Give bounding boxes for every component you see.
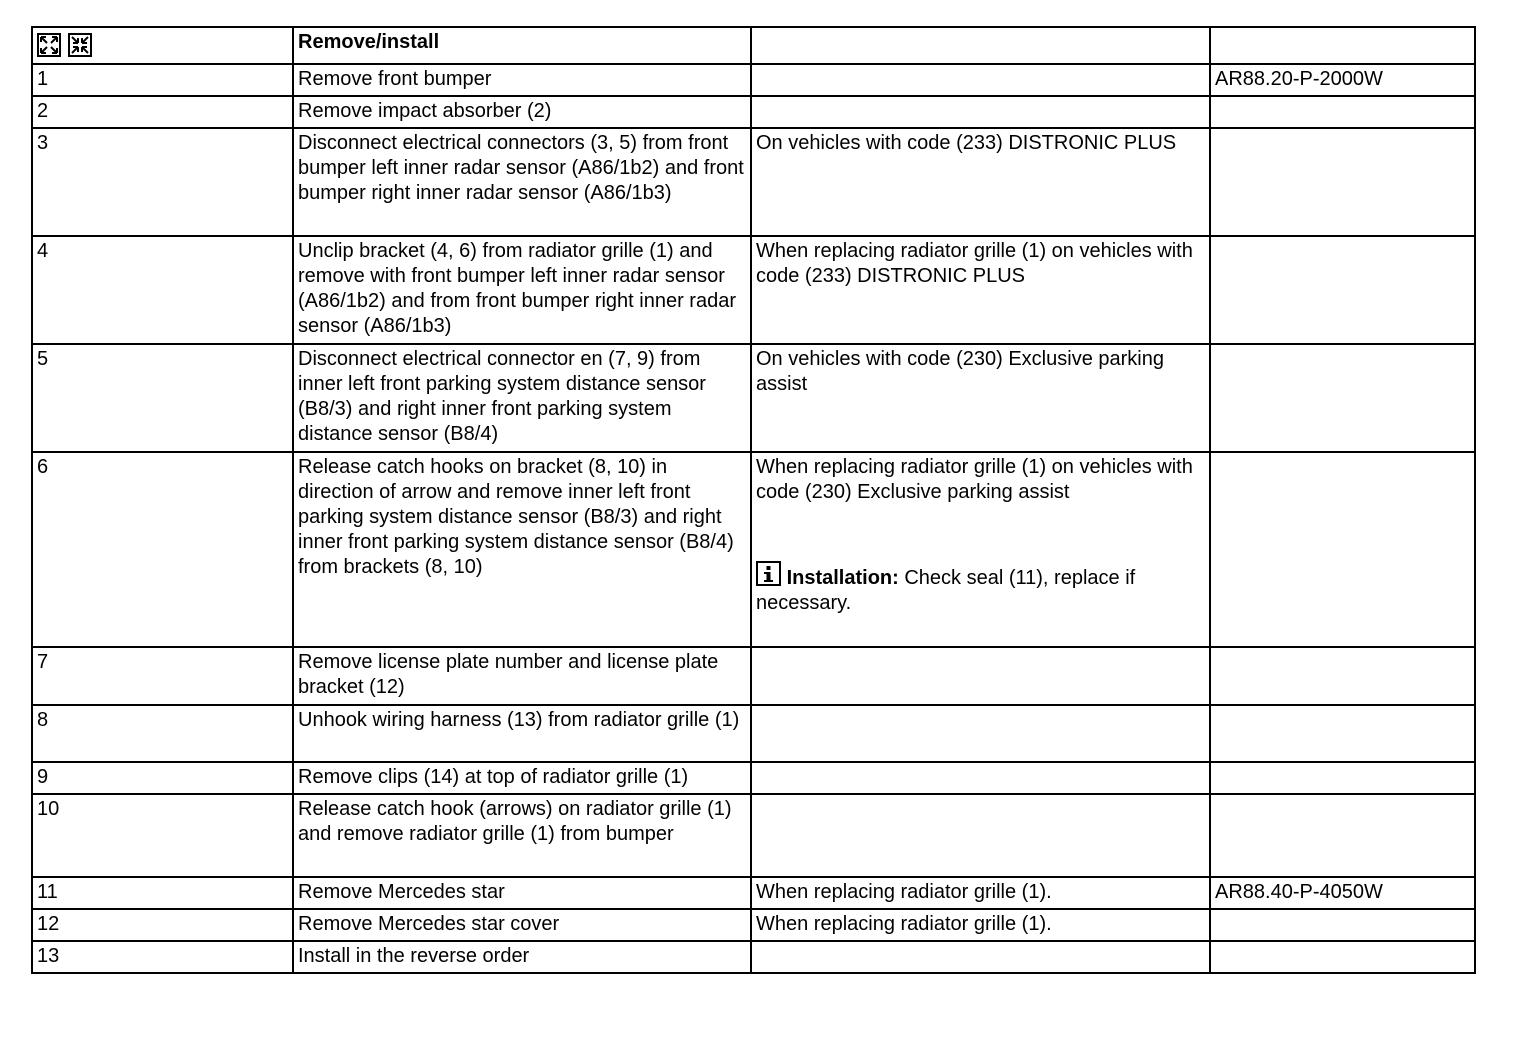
step-note: When replacing radiator grille (1) on vehicles with code (233) DISTRONIC PLUS [751,236,1210,344]
step-number: 4 [32,236,293,344]
info-icon [756,561,781,586]
step-action: Disconnect electrical connectors (3, 5) from front bumper left inner radar sensor (A86/1b2) and front bumper right inner radar sensor (A86/1b3) [293,128,751,236]
table-row [32,877,1475,909]
table-row [32,647,1475,705]
step-note: On vehicles with code (233) DISTRONIC PLUS [751,128,1210,236]
header-empty-ref [1210,27,1475,64]
table-row [32,941,1475,973]
step-reference-link[interactable]: AR88.40-P-4050W [1210,877,1475,909]
header-row [32,27,1475,64]
table-row [32,344,1475,452]
step-reference-link[interactable]: AR88.20-P-2000W [1210,64,1475,96]
step-note-cell [751,452,1210,647]
installation-text: Check seal (11), replace if necessary. [756,567,1136,614]
step-note [751,762,1210,794]
step-note: When replacing radiator grille (1) on vehicles with code (230) Exclusive parking assist [756,456,1193,503]
step-reference-link[interactable] [1210,794,1475,877]
step-action: Remove clips (14) at top of radiator grille (1) [293,762,751,794]
table-row [32,909,1475,941]
step-reference-link[interactable] [1210,344,1475,452]
installation-label: Installation: [786,567,899,589]
step-reference-link[interactable] [1210,941,1475,973]
step-number: 8 [32,705,293,762]
step-note: On vehicles with code (230) Exclusive parking assist [751,344,1210,452]
step-number: 1 [32,64,293,96]
step-action: Remove Mercedes star [293,877,751,909]
table-row [32,128,1475,236]
step-reference-link[interactable] [1210,647,1475,705]
step-action: Unclip bracket (4, 6) from radiator grille (1) and remove with front bumper left inner radar sensor (A86/1b2) and from front bumper right inner radar sensor (A86/1b3) [293,236,751,344]
step-note [751,705,1210,762]
header-empty-note [751,27,1210,64]
step-number: 13 [32,941,293,973]
header-icons-cell [32,27,293,64]
table-row [32,96,1475,128]
zoom-out-icon[interactable] [68,33,92,57]
step-note [751,64,1210,96]
step-number: 7 [32,647,293,705]
step-reference-link[interactable] [1210,236,1475,344]
step-action: Remove Mercedes star cover [293,909,751,941]
step-action: Remove license plate number and license plate bracket (12) [293,647,751,705]
step-action: Remove impact absorber (2) [293,96,751,128]
step-reference-link[interactable] [1210,909,1475,941]
step-reference-link[interactable] [1210,705,1475,762]
step-number: 2 [32,96,293,128]
step-number: 9 [32,762,293,794]
step-action: Unhook wiring harness (13) from radiator grille (1) [293,705,751,762]
step-reference-link[interactable] [1210,452,1475,647]
table-row [32,794,1475,877]
step-action: Remove front bumper [293,64,751,96]
step-note: When replacing radiator grille (1). [751,877,1210,909]
table-row [32,762,1475,794]
table-row [32,236,1475,344]
header-title: Remove/install [293,27,751,64]
step-note: When replacing radiator grille (1). [751,909,1210,941]
step-number: 5 [32,344,293,452]
step-number: 6 [32,452,293,647]
installation-note [756,561,1205,616]
step-reference-link[interactable] [1210,762,1475,794]
step-number: 10 [32,794,293,877]
step-action: Release catch hook (arrows) on radiator grille (1) and remove radiator grille (1) from bumper [293,794,751,877]
table-row [32,705,1475,762]
step-note [751,941,1210,973]
step-reference-link[interactable] [1210,96,1475,128]
step-note [751,647,1210,705]
step-number: 3 [32,128,293,236]
procedure-table [31,26,1476,974]
step-action: Disconnect electrical connector en (7, 9) from inner left front parking system distance sensor (B8/3) and right inner front parking system distance sensor (B8/4) [293,344,751,452]
step-number: 11 [32,877,293,909]
step-action: Install in the reverse order [293,941,751,973]
step-action: Release catch hooks on bracket (8, 10) in direction of arrow and remove inner left front parking system distance sensor (B8/3) and right inner front parking system distance sensor (B8/4) from brackets (8, 10) [293,452,751,647]
zoom-in-icon[interactable] [37,33,61,57]
table-row [32,64,1475,96]
step-number: 12 [32,909,293,941]
table-row [32,452,1475,647]
step-note [751,794,1210,877]
step-reference-link[interactable] [1210,128,1475,236]
step-note [751,96,1210,128]
